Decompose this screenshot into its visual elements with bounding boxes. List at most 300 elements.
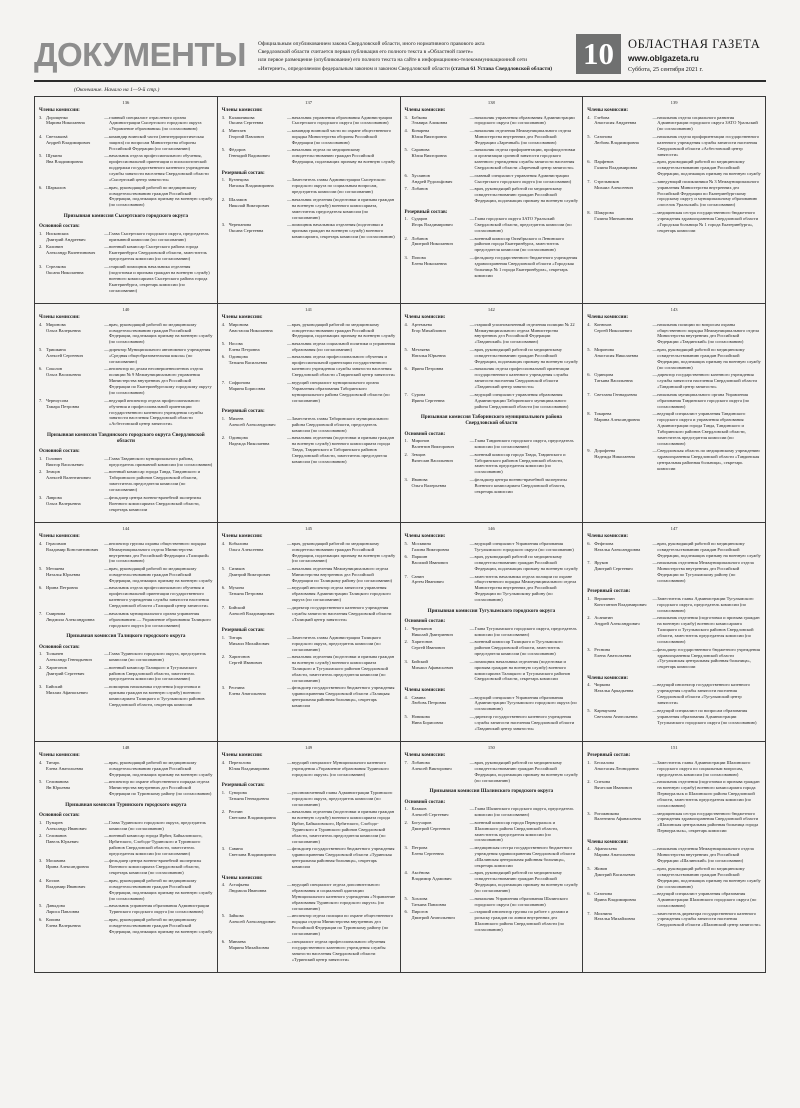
member-list [405, 806, 579, 933]
member-list [222, 115, 396, 166]
block-number: 140 [122, 307, 130, 313]
section-heading: Резервный состав: [404, 208, 448, 215]
member-position: врач, руководящий работой по медицинскому освидетельствованию граждан Российской Федерации, подлежащих призыву на военную службу (по согласованию) [109, 877, 213, 901]
document-block [401, 304, 584, 523]
section-gap [587, 727, 761, 730]
member-name: Шаркалов [46, 184, 66, 190]
member-position: врач, руководящий работой по медицинскому освидетельствованию граждан Российской Федерации, подлежащих призыву на военную службу [474, 346, 578, 364]
member-name: Саранова Юлия Викторовна [411, 147, 447, 159]
member-position: начальник отделения (подготовки и призыва граждан на военную службу) военного комиссариата, заместитель председателя комиссии (по согласованию) [291, 196, 395, 220]
dash-separator: — [469, 909, 475, 915]
member-position: фельдшер центра военно-врачебной экспертизы Военного комиссариата Свердловской области, секретарь комиссии [474, 476, 567, 494]
member-name: Яруков Дмитрий Сергеевич [594, 560, 633, 571]
member-index: 2. [221, 196, 226, 202]
member-row [222, 654, 396, 684]
page-title: ДОКУМЕНТЫ [34, 36, 246, 73]
dash-separator: — [287, 846, 292, 852]
member-row [405, 255, 579, 279]
member-name: Нисковских Дмитрий Андреевич [46, 230, 86, 242]
member-name: Пирогов Дмитрий Анатольевич [411, 909, 455, 921]
dash-separator: — [652, 209, 657, 215]
dash-separator: — [287, 196, 292, 202]
block-number: 144 [122, 526, 130, 532]
member-list [39, 322, 213, 428]
member-index: 3. [39, 494, 43, 500]
brand-block [628, 34, 760, 73]
member-name: Суворова Татьяна Геннадьевна [228, 789, 269, 801]
member-row [587, 647, 761, 671]
member-name: Кузнецова Наталья Владимировна [228, 177, 274, 189]
section-heading: Резервный состав: [221, 627, 265, 634]
member-row [39, 665, 213, 683]
member-name: Сударов Игорь Владимирович [411, 216, 453, 228]
dash-separator: — [104, 585, 109, 591]
member-name: Земцов Вячеслав Васильевич [411, 451, 453, 463]
member-name: Бийский Михаил Афанасьевич [411, 658, 454, 670]
dash-separator: — [652, 448, 657, 454]
member-position: фельдшер центра военно-врачебной экспертизы Военного комиссариата Свердловской области, секретарь комиссии [109, 494, 202, 512]
member-index: 7. [404, 573, 408, 579]
member-position: начальник отделения Межмуниципального отдела Министерства внутренних дел Российской Федерации по Талицкому району (по согласованию) [291, 565, 393, 583]
member-position: начальник отделения Межмуниципального отдела Министерства внутренних дел Российской Федерации «Шалинский» (по согласованию) [657, 846, 754, 864]
member-row [405, 322, 579, 346]
member-name: Толкачев Александр Геннадьевич [46, 651, 92, 663]
member-position: главный специалист управления Администрации Сысертского городского округа (по согласованию) [474, 172, 572, 184]
member-name: Светлаковá Андрей Владимирович [46, 133, 91, 145]
section-gap [222, 241, 396, 244]
member-position: начальник отдела профессиональной ориентации государственного казенного учреждения службы занятости населения Свердловской области «Тавдинский центр занятости» [474, 366, 570, 390]
dash-separator: — [652, 411, 657, 417]
dash-separator: — [104, 684, 109, 689]
member-row [39, 231, 213, 243]
member-position: Заместитель главы Администрации Тугулымского городского округа, председатель комиссии (по согласованию) [657, 595, 754, 613]
member-name: Хохлова Татьяна Павловна [411, 895, 446, 907]
member-position: инспектор по охране общественного порядка отдела Министерства внутренних дел Российской Федерации по Туринскому району (по согласованию) [109, 779, 212, 797]
member-name: Харитонов Сергей Иванович [411, 639, 445, 651]
legal-note-line-4 [258, 65, 566, 73]
member-index: 5. [404, 713, 408, 719]
member-row [405, 820, 579, 844]
member-index: 4. [221, 759, 226, 765]
member-name: Реснина Елена Анатольевна [594, 646, 632, 658]
section-gap [405, 934, 579, 937]
member-name: Дорощенко Марина Николаевна [46, 114, 85, 126]
member-index: 7. [404, 759, 408, 765]
section-gap [405, 733, 579, 736]
member-position: врач, руководящий работой по медицинскому освидетельствованию граждан Российской Федерации, подлежащих призыву на военную службу [474, 186, 578, 204]
dash-separator: — [287, 379, 292, 385]
dash-separator: — [652, 707, 657, 713]
member-name: Лобанов Дмитрий Николаевич [411, 235, 453, 247]
member-index: 2. [587, 779, 591, 785]
dash-separator: — [469, 216, 475, 222]
member-index: 4. [587, 114, 591, 120]
dash-separator: — [652, 810, 657, 816]
section-heading: Резервный состав: [587, 752, 631, 759]
member-row [405, 541, 579, 553]
member-name: Одинцова Надежда Николаевна [228, 435, 270, 446]
member-name: Бобкова Эльвира Аликовна [411, 114, 448, 126]
member-name: Савина Любовь Петровна [411, 694, 447, 706]
section-heading: Члены комиссии: [221, 752, 263, 759]
member-name: Миронова Ольга Валерьевна [46, 321, 81, 333]
member-name: Стрелкова Оксана Николаевна [46, 263, 84, 275]
member-index: 3. [39, 684, 43, 689]
member-position: медицинская сестра государственного бюджетного учреждения здравоохранения Свердловской области «Шалинская центральная районная больница», секретарь комиссии [474, 844, 576, 868]
member-row [222, 685, 396, 709]
block-number: 136 [122, 100, 130, 105]
document-block [218, 523, 401, 742]
member-list [39, 760, 213, 797]
member-row [405, 554, 579, 572]
member-name: Петрова Елена Сергеевна [411, 844, 444, 856]
member-name: Беспалова Анастасия Леонидовна [594, 759, 639, 771]
member-index: 2. [221, 654, 226, 660]
member-row [405, 347, 579, 365]
member-index: 2. [39, 833, 43, 839]
member-list [405, 695, 579, 732]
member-position: директор государственного казенного учреждения службы занятости населения Свердловской области «Тавдинский центр занятости» [657, 372, 757, 390]
dash-separator: — [104, 819, 109, 825]
legal-note [246, 28, 576, 73]
section-heading: Члены комиссии: [587, 838, 629, 845]
dash-separator: — [652, 910, 657, 916]
member-name: Реснин Светлана Владимировна [228, 809, 276, 821]
member-row [39, 347, 213, 365]
member-index: 5. [221, 565, 226, 571]
member-position: военный комиссар города Ирбит, Байкаловского, Ирбитского, Слободо-Туринского и Туринского районов Свердловской области, заместитель председателя комиссии (по согласованию) [109, 833, 203, 856]
member-index: 6. [39, 184, 43, 190]
member-name: Стрельников Михаил Алексеевич [594, 178, 634, 190]
member-list [39, 231, 213, 294]
member-row [405, 115, 579, 127]
member-row [405, 695, 579, 713]
block-number: 142 [487, 307, 495, 313]
member-row [405, 236, 579, 254]
member-position: начальник управления образования Администрации городского округа (по согласованию) [474, 114, 575, 126]
section-gap [405, 496, 579, 499]
member-index: 5. [587, 346, 591, 352]
member-position: ведущий инспектор отдела занятости управления образования Администрации Талицкого городского округа (по согласованию) [291, 585, 391, 603]
member-position: военный комиссар Талицкого и Тугулымского районов Свердловской области, заместитель председателя комиссии (по согласованию) [474, 639, 563, 657]
member-row [405, 574, 579, 604]
member-row [587, 179, 761, 209]
member-index: 6. [221, 938, 226, 944]
member-name: Афанасьева Марина Анатольевна [594, 846, 635, 858]
member-position: Свердловская область по медицинскому учреждению здравоохранения Свердловской области «Тавдинская центральная районная больница», секретарь комиссии [657, 448, 760, 472]
member-index: 5. [39, 153, 43, 159]
dash-separator: — [104, 455, 109, 461]
block-number: 151 [670, 745, 678, 751]
member-position: начальник отделения (подготовки и призыва граждан на военную службу) военного комиссариата города Ирбит, Байкаловского, Ирбитского, Слободо-Туринского и Туринского районов Свердловской области, заместитель председателя комиссии (по согласованию) [291, 809, 395, 844]
dash-separator: — [104, 610, 109, 616]
member-row [405, 659, 579, 683]
document-block [35, 742, 218, 973]
member-row [39, 322, 213, 346]
member-position: командир воинской части (антитеррористическая защита) по вопросам Министерства обороны Российской Федерации (по согласованию) [109, 133, 204, 151]
dash-separator: — [104, 346, 109, 352]
member-row [39, 244, 213, 262]
member-position: начальник отдела по медицинскому освидетельствованию граждан Российской Федерации, подлежащих призыву на военную службу [291, 147, 396, 165]
member-row [587, 615, 761, 645]
section-gap [39, 295, 213, 298]
member-name: Паршин Василий Иванович [411, 554, 448, 566]
member-row [39, 264, 213, 294]
member-row [39, 366, 213, 396]
member-position: врач, руководящий работой по медицинскому освидетельствованию граждан Российской Федерации, подлежащих призыву на военную службу [657, 540, 761, 558]
member-name: Иванова Ольга Валерьевна [411, 476, 447, 488]
document-block [401, 742, 584, 973]
member-index: 3. [39, 114, 43, 120]
member-position: врач, руководящий работой по медицинскому освидетельствованию граждан Российской Федерации, подлежащих призыву на военную службу (по согласованию) [657, 865, 761, 889]
member-row [587, 560, 761, 584]
member-index: 4. [404, 127, 408, 133]
member-row [39, 833, 213, 857]
member-row [587, 448, 761, 472]
member-position: специалист отдела профессионального обучения государственного казенного учреждения службы занятости населения Свердловской области «Туринский центр занятости» [291, 938, 386, 962]
member-position: Глава Тугулымского городского округа, председатель комиссии (по согласованию) [474, 625, 577, 637]
section-heading: Члены комиссии: [404, 533, 446, 540]
member-position: старший помощник начальника отделения (подготовки и призыва граждан на военную службу) военного комиссариата Сысертского района города Екатеринбурга, секретарь комиссии (по согласованию) [109, 263, 210, 293]
member-position: медицинская сестра государственного бюджетного учреждения здравоохранения Свердловской области «Шалинская центральная районная больница города Первоуральск», секретарь комиссии [657, 810, 759, 834]
member-row [405, 366, 579, 390]
member-position: Глава Тавдинского городского округа, председатель комиссии (по согласованию) [474, 438, 574, 450]
member-row [405, 392, 579, 410]
member-index: 7. [587, 560, 591, 566]
dash-separator: — [469, 391, 475, 397]
member-position: командир воинской части по охране общественного порядка Министерства обороны Российской Федерации (по согласованию) [291, 127, 391, 145]
member-index: 9. [587, 448, 591, 454]
member-index: 5. [587, 133, 591, 139]
member-name: Харитонов Дмитрий Сергеевич [46, 664, 85, 676]
member-index: 1. [587, 595, 591, 601]
member-position: военный комиссар города Тавда, Тавдинского и Таборинского районов Свердловской области, заместитель председателя комиссии (по согласованию) [474, 451, 566, 475]
member-position: инспектор по делам несовершеннолетних отдела полиции № 9 Межмуниципального управления Министерства внутренних дел Российской Федерации по Екатеринбургскому городскому округу (по согласованию) [109, 366, 212, 396]
member-position: фельдшер государственного бюджетного учреждения здравоохранения Свердловской области «Талицкая центральная районная больница», секретарь комиссии [291, 685, 395, 709]
member-index: 2. [404, 639, 408, 645]
member-row [39, 760, 213, 778]
member-row [587, 541, 761, 559]
member-position: начальник управления образования Администрации Сысертского городского округа (по согласованию) [291, 114, 392, 126]
member-position: главный специалист отраслевого органа Администрации Сысертского городского округа «Управление образования» (по согласованию) [109, 114, 202, 132]
dash-separator: — [104, 779, 109, 785]
member-position: врач, руководящий работой по медицинскому освидетельствованию граждан Российской Федерации, подлежащих призыву на военную службу [474, 554, 578, 571]
member-name: Лаврова Ольга Валерьевна [46, 494, 81, 506]
member-index: 5. [39, 346, 43, 352]
member-name: Кобылина Ольга Алексеевна [228, 540, 264, 552]
member-name: Головин Виктор Васильевич [46, 455, 84, 467]
member-name: Шакурова Галина Минхановна [594, 209, 634, 221]
member-name: Копина Елена Валерьевна [46, 916, 81, 928]
dash-separator: — [104, 858, 109, 864]
member-name: Миронов Валентин Викторович [411, 438, 455, 450]
member-name: Минтаев Георгий Павлович [228, 127, 264, 139]
member-name: Фёдоров Геннадий Вадимович [228, 147, 270, 159]
dash-separator: — [469, 895, 475, 901]
member-position: старший уполномоченный отделения полиции № 22 Межмуниципального отдела Министерства внутренних дел Российской Федерации «Тавдинский» (по согласованию) [474, 321, 575, 345]
legal-note-statute: (статья 61 Устава Свердловской области) [451, 65, 553, 72]
member-position: начальник отдела профессионального обучения и профессиональной ориентации государственного казенного учреждения службы занятости населения Свердловской области «Талицкий центр занятости» [109, 585, 209, 609]
dash-separator: — [469, 346, 475, 352]
member-index: 1. [221, 415, 226, 421]
member-name: Попова Елена Николаевна [411, 254, 447, 266]
member-row [222, 566, 396, 584]
member-row [587, 347, 761, 371]
member-row [222, 585, 396, 603]
member-name: Титарь Михаил Михайлович [228, 634, 270, 646]
member-row [222, 341, 396, 353]
masthead-right [576, 28, 760, 74]
member-index: 2. [404, 819, 408, 825]
member-position: начальник отдела профориентации государственного казенного учреждения службы занятости населения Свердловской области «Асбестовский центр занятости» [657, 133, 760, 157]
member-list [587, 682, 761, 725]
member-row [222, 846, 396, 870]
member-name: Метляева Наталья Юрьевна [46, 565, 81, 577]
member-index: 7. [404, 186, 408, 192]
dash-separator: — [104, 114, 109, 120]
dash-separator: — [287, 565, 292, 571]
section-heading: Члены комиссии: [39, 752, 80, 759]
member-position: начальник отделения (подготовки и призыва граждан на военную службу) военного комиссариата Талицкого и Тугулымского районов Свердловской области, заместитель председателя комиссии (по согласованию) [291, 654, 395, 683]
dash-separator: — [287, 685, 292, 691]
member-row [39, 495, 213, 513]
member-index: 3. [587, 646, 591, 652]
member-index: 4. [587, 846, 591, 852]
member-row [587, 115, 761, 133]
member-name: Астафьева Людмила Ивановна [228, 882, 267, 894]
member-position: ведущий инспектор государственного казенного учреждения службы занятости населения Свердловской области «Тугулымский центр занятости» [657, 682, 750, 706]
continuation-note: (Окончание. Начало на 1—9-й стр.) [74, 87, 160, 93]
section-heading: Члены комиссии: [221, 874, 263, 881]
member-row [405, 714, 579, 732]
member-list [39, 541, 213, 629]
member-row [39, 456, 213, 468]
dash-separator: — [469, 694, 475, 700]
dash-separator: — [287, 114, 292, 120]
member-position: Заместитель главы Администрации Сысертского городского округа по социальным вопросам, председатель комиссии (по согласованию) [291, 177, 386, 195]
member-name: Чиркова Наталья Аркадьевна [594, 682, 634, 694]
member-index: 6. [221, 354, 226, 360]
member-position: врач, руководящий работой по медицинскому освидетельствованию граждан Российской Федерации, подлежащих призыву на военную службу [109, 565, 213, 583]
member-row [222, 435, 396, 465]
section-heading: Резервный состав: [221, 782, 265, 789]
dash-separator: — [104, 244, 109, 250]
member-name: Соколов Ольга Васильевна [46, 366, 81, 378]
block-number: 147 [670, 526, 678, 532]
member-position: врач, руководящий работой по медицинскому освидетельствованию граждан Российской Федерации, подлежащих призыву на военную службу [291, 321, 396, 339]
member-position: врач, руководящий работой по медицинскому освидетельствованию граждан Российской Федерации, подлежащих призыву на военную службу (по согласованию) [474, 759, 578, 783]
member-position: заместитель директора государственного казенного учреждения службы занятости населения Свердловской области «Шалинский центр занятости» [657, 910, 761, 928]
member-row [405, 626, 579, 638]
member-index: 2. [221, 809, 226, 815]
member-row [222, 115, 396, 127]
commission-title: Призывная комиссия Сысертского городского округа [63, 212, 189, 219]
dash-separator: — [652, 846, 657, 852]
member-position: ведущий специалист Управления образования Тугулымского городского округа (по согласованию) [474, 540, 574, 552]
member-index: 2. [221, 435, 226, 441]
member-name: Рогожникова Валентина Афанасьевна [594, 810, 641, 822]
block-number: 137 [305, 100, 313, 105]
dash-separator: — [469, 639, 475, 645]
member-row [587, 779, 761, 809]
member-position: Глава Тавдинского муниципального района, председатель призывной комиссии (по согласованию) [109, 455, 213, 467]
member-row [405, 173, 579, 185]
legal-note-line-2: Свердловской области считается первая публикация его полного текста в «Областной газете» [257, 49, 473, 56]
member-name: Черепанова Оксана Сергеевна [228, 222, 264, 233]
section-heading: Основной состав: [404, 798, 446, 805]
member-name: Фефелова Наталья Александровна [594, 540, 641, 552]
member-index: 1. [39, 651, 43, 657]
member-position: директор государственного казенного учреждения службы занятости населения Свердловской области «Талицкий центр занятости» [291, 604, 392, 622]
document-block [218, 742, 401, 973]
member-position: старший инспектор группы по работе с делами и розыску граждан по линии внутренних дел Шалинского района Свердловской области (по согласованию) [474, 909, 569, 932]
dash-separator: — [652, 159, 657, 165]
member-index: 4. [221, 540, 226, 546]
member-index: 1. [39, 455, 43, 461]
dash-separator: — [287, 789, 292, 795]
member-index: 3. [404, 658, 408, 664]
member-name: Новикова Нина Борисовна [411, 713, 443, 725]
member-name: Лобанова Алексей Викторович [411, 759, 452, 771]
member-row [222, 760, 396, 778]
section-heading: Основной состав: [404, 618, 446, 625]
section-heading: Члены комиссии: [39, 533, 80, 540]
member-name: Лобанов [411, 186, 428, 192]
dash-separator: — [104, 469, 109, 475]
member-index: 6. [404, 554, 408, 560]
member-name: Харитонов Сергей Иванович [228, 654, 263, 666]
section-gap [222, 711, 396, 714]
member-row [222, 913, 396, 937]
member-name: Артемьева Егор Михайлович [411, 321, 446, 333]
member-list [405, 115, 579, 205]
member-row [39, 398, 213, 428]
member-name: Светлана Геннадьевна [594, 391, 637, 397]
section-heading: Резервный состав: [221, 169, 265, 176]
member-position: Глава Шалинского городского округа, председатель комиссии (по согласованию) [474, 806, 574, 818]
member-list [39, 115, 213, 209]
legal-note-line-1: Официальным опубликованием закона Свердловской области, иного нормативного правового акта [257, 41, 485, 47]
member-name: Мухина Татьяна Петровна [228, 585, 264, 597]
dash-separator: — [652, 865, 657, 871]
member-name: Калинин Александр Валентинович [46, 244, 96, 256]
member-index: 5. [221, 913, 226, 919]
member-position: Глава городского округа ЗАТО Уральский Свердловской области, председатель комиссии (по согласованию) [474, 216, 572, 233]
member-position: Заместитель главы Таборинского муниципального района Свердловской области, председатель комиссии (по согласованию) [291, 415, 389, 433]
member-position: врач, руководящий работой по медицинскому освидетельствованию граждан Российской Федерации, подлежащих призыву на военную службу [109, 916, 213, 934]
commission-title: Призывная комиссия Тугулымского городского округа [427, 607, 556, 614]
member-position: директор Муниципального автономного учреждения «Средняя общеобразовательная школа» (по согласованию) [109, 346, 211, 364]
member-index: 5. [587, 707, 591, 713]
dash-separator: — [469, 114, 475, 120]
member-name: Савина Светлана Владимировна [228, 846, 276, 858]
member-name: Дорофеева Надежда Николаевна [594, 448, 635, 460]
member-position: помощник начальника отделения (подготовки и призыва граждан на военную службу) военного комиссариата, секретарь комиссии (по согласованию) [291, 222, 395, 239]
member-position: помощник начальника отделения (подготовки и призыва граждан на военную службу) военного комиссариата Талицкого и Тугулымского районов Свердловской области, секретарь комиссии [474, 658, 570, 682]
member-row [39, 820, 213, 832]
block-number: 150 [487, 745, 495, 751]
member-position: директор государственного казенного учреждения службы занятости населения Свердловской области «Тавдинский центр занятости» [474, 713, 575, 731]
brand-website[interactable]: www.oblgazeta.ru [627, 53, 699, 63]
document-block [401, 97, 584, 304]
section-heading: Основной состав: [39, 223, 80, 230]
member-position: инспектор группы охраны общественного порядка Межмуниципального отдела Министерства внутренних дел Российской Федерации «Талицкий» (по согласованию) [109, 540, 210, 564]
member-list [39, 651, 213, 708]
member-position: начальник полиции по вопросам охраны общественного порядка Межмуниципального отдела Министерства внутренних дел Российской Федерации «Тавдинский» (по согласованию) [657, 321, 760, 345]
member-index: 7. [404, 391, 408, 397]
section-heading: Члены комиссии: [404, 687, 446, 693]
member-row [39, 917, 213, 935]
